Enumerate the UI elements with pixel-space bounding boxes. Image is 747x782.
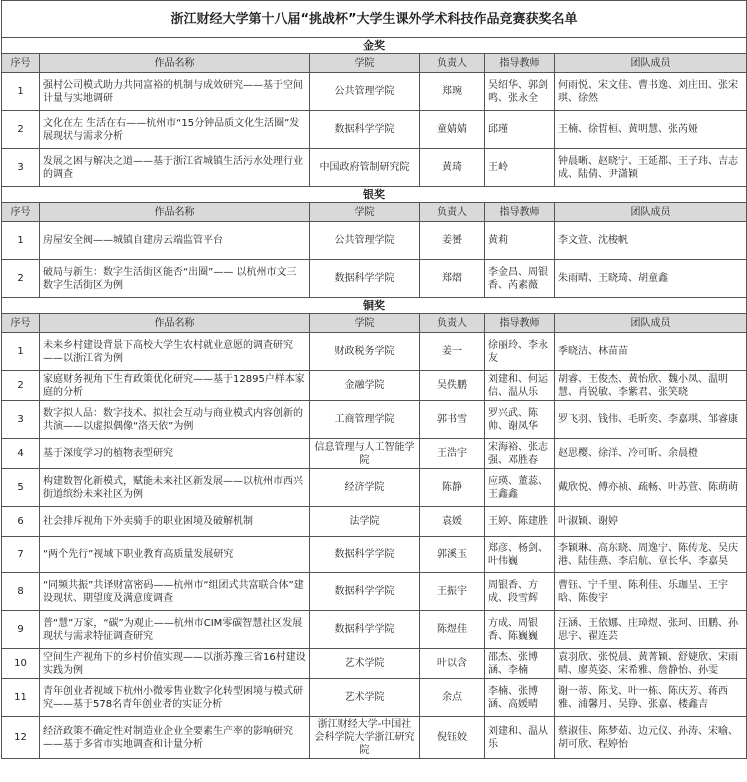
header-row — [2, 203, 747, 222]
team-members: 罗飞羽、钱伟、毛昕奕、李嘉琪、邹睿康 — [555, 401, 747, 439]
college-name: 中国政府管制研究院 — [310, 149, 420, 187]
college-name: 数据科学学院 — [310, 260, 420, 298]
college-name: 艺术学院 — [310, 649, 420, 679]
column-header: 学院 — [310, 203, 420, 222]
teacher-names: 王婷、陈建胜 — [485, 507, 555, 537]
leader-name: 吴佚鹏 — [420, 371, 485, 401]
row-index: 11 — [2, 679, 40, 717]
team-members: 王楠、徐晢桓、黄明慧、张芮娅 — [555, 111, 747, 149]
work-title: 社会排斥视角下外卖骑手的职业困境及破解机制 — [40, 507, 310, 537]
leader-name: 郭书雪 — [420, 401, 485, 439]
leader-name: 郑熠 — [420, 260, 485, 298]
work-title: 强村公司模式助力共同富裕的机制与成效研究——基于空间计量与实地调研 — [40, 73, 310, 111]
section-title: 铜奖 — [2, 298, 747, 314]
row-index: 2 — [2, 260, 40, 298]
row-index: 1 — [2, 73, 40, 111]
college-name: 数据科学学院 — [310, 611, 420, 649]
row-index: 7 — [2, 537, 40, 573]
work-title: 空间生产视角下的乡村价值实现——以浙苏豫三省16村建设实践为例 — [40, 649, 310, 679]
team-members: 赵思樱、徐洋、冷可昕、余晨橙 — [555, 439, 747, 469]
teacher-names: 徐丽玲、李永友 — [485, 333, 555, 371]
column-header: 指导教师 — [485, 54, 555, 73]
leader-name: 王浩宇 — [420, 439, 485, 469]
college-name: 信息管理与人工智能学院 — [310, 439, 420, 469]
team-members: 季晓洁、林苗苗 — [555, 333, 747, 371]
table-row — [2, 371, 747, 401]
column-header: 序号 — [2, 203, 40, 222]
teacher-names: 李金昌、周银香、芮素薇 — [485, 260, 555, 298]
table-row — [2, 439, 747, 469]
row-index: 9 — [2, 611, 40, 649]
row-index: 3 — [2, 401, 40, 439]
college-name: 艺术学院 — [310, 679, 420, 717]
team-members: 朱雨晴、王晓琦、胡童鑫 — [555, 260, 747, 298]
column-header: 指导教师 — [485, 203, 555, 222]
table-row — [2, 222, 747, 260]
table-row — [2, 611, 747, 649]
team-members: 汪涵、王依娜、庄璋煜、张珂、田鹏、孙思宇、翟连芸 — [555, 611, 747, 649]
leader-name: 陈静 — [420, 469, 485, 507]
team-members: 叶淑颖、谢婷 — [555, 507, 747, 537]
leader-name: 王振宇 — [420, 573, 485, 611]
college-name: 工商管理学院 — [310, 401, 420, 439]
table-row — [2, 573, 747, 611]
teacher-names: 吴绍华、郭剑鸣、张永全 — [485, 73, 555, 111]
teacher-names: 罗兴武、陈帅、谢凤华 — [485, 401, 555, 439]
teacher-names: 方成、周银香、陈巍巍 — [485, 611, 555, 649]
teacher-names: 邱瑾 — [485, 111, 555, 149]
work-title: 数字拟人品：数字技术、拟社会互动与商业模式内容创新的共演——以虚拟偶像“洛天依”为例 — [40, 401, 310, 439]
college-name: 法学院 — [310, 507, 420, 537]
header-row — [2, 314, 747, 333]
table-row — [2, 537, 747, 573]
work-title: 基于深度学习的植物表型研究 — [40, 439, 310, 469]
work-title: 文化在左 生活在右——杭州市“15分钟品质文化生活圈”发展现状与需求分析 — [40, 111, 310, 149]
college-name: 数据科学学院 — [310, 573, 420, 611]
team-members: 袁羽欣、张悦晨、黄菁颖、舒婕欣、宋雨晴、廖英姿、宋希雅、詹静怡、孙雯 — [555, 649, 747, 679]
team-members: 戴欣悦、傅亦祯、疏畅、叶苏萱、陈萌萌 — [555, 469, 747, 507]
table-row — [2, 649, 747, 679]
leader-name: 袁媛 — [420, 507, 485, 537]
row-index: 1 — [2, 222, 40, 260]
work-title: 经济政策不确定性对制造业企业全要素生产率的影响研究——基于多省市实地调查和计量分析 — [40, 717, 310, 759]
leader-name: 郭溪玉 — [420, 537, 485, 573]
row-index: 10 — [2, 649, 40, 679]
row-index: 4 — [2, 439, 40, 469]
team-members: 钟晨晰、赵晓宁、王延都、王子玮、吉志成、陆倩、尹潇颖 — [555, 149, 747, 187]
column-header: 作品名称 — [40, 54, 310, 73]
section-title: 金奖 — [2, 38, 747, 54]
column-header: 作品名称 — [40, 203, 310, 222]
column-header: 序号 — [2, 314, 40, 333]
column-header: 指导教师 — [485, 314, 555, 333]
work-title: “两个先行”视域下职业教育高质量发展研究 — [40, 537, 310, 573]
leader-name: 童婧婧 — [420, 111, 485, 149]
leader-name: 陈煜佳 — [420, 611, 485, 649]
row-index: 8 — [2, 573, 40, 611]
teacher-names: 郑彦、杨剑、叶伟巍 — [485, 537, 555, 573]
team-members: 曹钰、宁千里、陈利佳、乐珈呈、王宇晗、陈俊宇 — [555, 573, 747, 611]
leader-name: 倪钰姣 — [420, 717, 485, 759]
teacher-names: 周银香、方成、段雪辉 — [485, 573, 555, 611]
work-title: 家庭财务视角下生育政策优化研究——基于12895户样本家庭的分析 — [40, 371, 310, 401]
column-header: 序号 — [2, 54, 40, 73]
college-name: 金融学院 — [310, 371, 420, 401]
teacher-names: 刘建和、温从乐 — [485, 717, 555, 759]
page-title: 浙江财经大学第十八届“挑战杯”大学生课外学术科技作品竞赛获奖名单 — [2, 1, 747, 38]
college-name: 经济学院 — [310, 469, 420, 507]
table-row — [2, 73, 747, 111]
leader-name: 黄琦 — [420, 149, 485, 187]
leader-name: 郑琬 — [420, 73, 485, 111]
column-header: 团队成员 — [555, 54, 747, 73]
team-members: 李颖琳、高东晓、周逸宁、陈传龙、吴庆港、陆佳燕、李启航、章长华、李嘉昊 — [555, 537, 747, 573]
work-title: 发展之困与解决之道——基于浙江省城镇生活污水处理行业的调查 — [40, 149, 310, 187]
row-index: 5 — [2, 469, 40, 507]
leader-name: 姜一 — [420, 333, 485, 371]
leader-name: 姜赟 — [420, 222, 485, 260]
teacher-names: 宋海裕、张志强、邓胜春 — [485, 439, 555, 469]
college-name: 公共管理学院 — [310, 73, 420, 111]
table-row — [2, 679, 747, 717]
teacher-names: 刘建和、何运信、温从乐 — [485, 371, 555, 401]
column-header: 负责人 — [420, 54, 485, 73]
work-title: 房屋安全阀——城镇自建房云端监管平台 — [40, 222, 310, 260]
leader-name: 叶以含 — [420, 649, 485, 679]
teacher-names: 应瑛、董蕊、王鑫鑫 — [485, 469, 555, 507]
teacher-names: 黄莉 — [485, 222, 555, 260]
college-name: 财政税务学院 — [310, 333, 420, 371]
row-index: 3 — [2, 149, 40, 187]
row-index: 1 — [2, 333, 40, 371]
teacher-names: 李楠、张博涵、高媛晴 — [485, 679, 555, 717]
row-index: 2 — [2, 371, 40, 401]
column-header: 作品名称 — [40, 314, 310, 333]
college-name: 浙江财经大学-中国社会科学院大学浙江研究院 — [310, 717, 420, 759]
work-title: 未来乡村建设背景下高校大学生农村就业意愿的调查研究——以浙江省为例 — [40, 333, 310, 371]
awards-table — [1, 0, 747, 759]
work-title: 构建数智化新模式，赋能未来社区新发展——以杭州市西兴街道缤纷未来社区为例 — [40, 469, 310, 507]
teacher-names: 王岭 — [485, 149, 555, 187]
work-title: 青年创业者视域下杭州小微零售业数字化转型困境与模式研究——基于578名青年创业者的实证分析 — [40, 679, 310, 717]
team-members: 谢一蒂、陈戈、叶一栋、陈庆芳、蒋西雅、浦馨月、吴铮、张嘉、楼鑫吉 — [555, 679, 747, 717]
column-header: 学院 — [310, 314, 420, 333]
column-header: 学院 — [310, 54, 420, 73]
row-index: 2 — [2, 111, 40, 149]
header-row — [2, 54, 747, 73]
column-header: 负责人 — [420, 203, 485, 222]
team-members: 何雨悦、宋文佳、曹书逸、刘庄田、张宋琪、徐然 — [555, 73, 747, 111]
column-header: 团队成员 — [555, 203, 747, 222]
table-row — [2, 401, 747, 439]
college-name: 数据科学学院 — [310, 111, 420, 149]
teacher-names: 邵杰、张博涵、李楠 — [485, 649, 555, 679]
team-members: 李文萱、沈梭帆 — [555, 222, 747, 260]
work-title: “同频共振”共译财富密码——杭州市“组团式共富联合体”建设现状、期望度及满意度调查 — [40, 573, 310, 611]
table-row — [2, 260, 747, 298]
work-title: 破局与新生：数字生活街区能否“出圈”—— 以杭州市文三数字生活街区为例 — [40, 260, 310, 298]
row-index: 6 — [2, 507, 40, 537]
column-header: 负责人 — [420, 314, 485, 333]
team-members: 胡睿、王俊杰、黄怡欣、魏小凤、温明慧、肖锐敏、李紫君、张笑晓 — [555, 371, 747, 401]
table-row — [2, 469, 747, 507]
leader-name: 余点 — [420, 679, 485, 717]
college-name: 公共管理学院 — [310, 222, 420, 260]
table-row — [2, 149, 747, 187]
team-members: 蔡淑佳、陈梦茹、边元仪、孙涛、宋喻、胡可欣、程婷怡 — [555, 717, 747, 759]
table-row — [2, 507, 747, 537]
work-title: 普“慧”万家，“碳”为观止——杭州市CIM零碳智慧社区发展现状与需求特征调查研究 — [40, 611, 310, 649]
college-name: 数据科学学院 — [310, 537, 420, 573]
table-row — [2, 717, 747, 759]
row-index: 12 — [2, 717, 40, 759]
column-header: 团队成员 — [555, 314, 747, 333]
table-row — [2, 111, 747, 149]
table-row — [2, 333, 747, 371]
section-title: 银奖 — [2, 187, 747, 203]
